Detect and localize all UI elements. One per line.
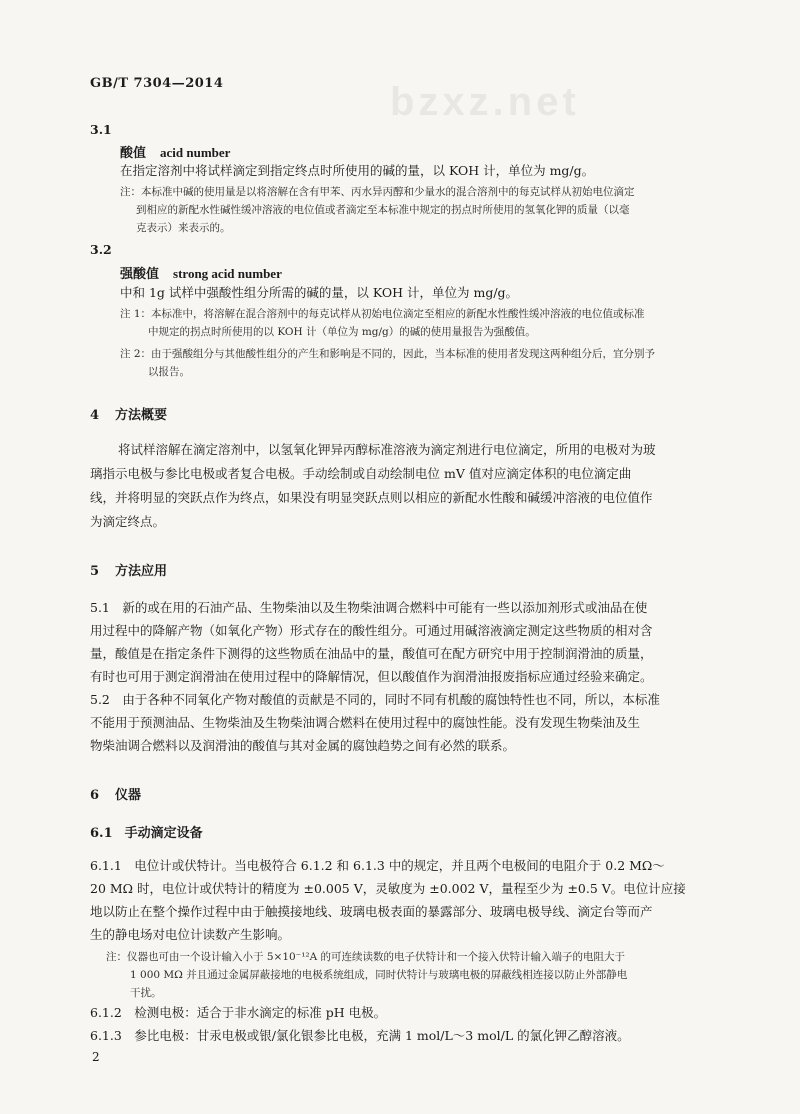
note-6-1-1-line-2: 1 000 MΩ 并且通过金属屏蔽接地的电极系统组成，同时伏特计与玻璃电极的屏蔽线相连接以防止外部静电 <box>130 969 628 981</box>
section-5-1-line-3: 量，酸值是在指定条件下测得的这些物质在油品中的量，酸值可在配方研究中用于控制润滑油的质量， <box>90 646 653 661</box>
definition-acid-number: 在指定溶剂中将试样滴定到指定终点时所使用的碱的量，以 KOH 计，单位为 mg/g。 <box>120 163 595 178</box>
section-5-1-line-2: 用过程中的降解产物（如氧化产物）形式存在的酸性组分。可通过用碱溶液滴定测定这些物质的相对含 <box>90 623 653 638</box>
section-number: 4 <box>90 408 100 423</box>
term-acid-number <box>120 142 230 161</box>
term-cn: 强酸值 <box>120 267 160 282</box>
section-5-1-line-1: 5.1 新的或在用的石油产品、生物柴油以及生物柴油调合燃料中可能有一些以添加剂形式或油品在使 <box>90 600 648 615</box>
note-3-1-line-3: 克表示）来表示的。 <box>136 222 231 234</box>
section-title: 仪器 <box>115 788 142 803</box>
subsection-6-1-heading <box>90 822 203 841</box>
clause-6-1-2: 6.1.2 检测电极：适合于非水滴定的标准 pH 电极。 <box>90 1005 387 1020</box>
section-4-para-line-4: 为滴定终点。 <box>90 514 166 529</box>
section-title: 方法应用 <box>115 564 168 579</box>
note1-3-2-line-2: 中规定的拐点时所使用的以 KOH 计（单位为 mg/g）的碱的使用量报告为强酸值。 <box>148 326 536 338</box>
clause-6-1-3: 6.1.3 参比电极：甘汞电极或银/氯化银参比电极，充满 1 mol/L～3 mol/L 的氯化钾乙醇溶液。 <box>90 1028 630 1043</box>
watermark: bzxz.net <box>390 80 580 124</box>
term-cn: 酸值 <box>120 146 147 161</box>
clause-number-3-2: 3.2 <box>90 242 112 257</box>
page-number: 2 <box>92 1050 100 1064</box>
clause-number-3-1: 3.1 <box>90 122 112 137</box>
section-title: 方法概要 <box>115 408 168 423</box>
standard-header: GB/T 7304—2014 <box>90 76 224 91</box>
term-strong-acid-number <box>120 263 282 282</box>
note2-3-2-line-2: 以报告。 <box>148 366 190 378</box>
note-3-1-line-1: 注：本标准中碱的使用量是以将溶解在含有甲苯、丙水异丙醇和少量水的混合溶剂中的每克试样从初始电位滴定 <box>120 186 635 198</box>
clause-6-1-1-line-2: 20 MΩ 时，电位计或伏特计的精度为 ±0.005 V，灵敏度为 ±0.002 V，量程至少为 ±0.5 V。电位计应接 <box>90 881 686 896</box>
section-5-1-line-4: 有时也可用于测定润滑油在使用过程中的降解情况，但以酸值作为润滑油报废指标应通过经验来确定。 <box>90 669 653 684</box>
section-4-para-line-1: 将试样溶解在滴定溶剂中，以氢氧化钾异丙醇标准溶液为滴定剂进行电位滴定，所用的电极对为玻 <box>118 442 656 457</box>
clause-6-1-1-line-1: 6.1.1 电位计或伏特计。当电极符合 6.1.2 和 6.1.3 中的规定，并且两个电极间的电阻介于 0.2 MΩ～ <box>90 858 665 873</box>
definition-strong-acid-number: 中和 1g 试样中强酸性组分所需的碱的量，以 KOH 计，单位为 mg/g。 <box>120 285 519 300</box>
section-5-2-line-2: 不能用于预测油品、生物柴油及生物柴油调合燃料在使用过程中的腐蚀性能。没有发现生物柴油及生 <box>90 715 641 730</box>
term-en: strong acid number <box>173 266 282 281</box>
subsection-number: 6.1 <box>90 826 113 841</box>
note1-3-2-line-1: 注 1：本标准中，将溶解在混合溶剂中的每克试样从初始电位滴定至相应的新配水性酸性缓冲溶液的电位值或标准 <box>120 308 645 320</box>
subsection-title: 手动滴定设备 <box>124 826 203 841</box>
note2-3-2-line-1: 注 2：由于强酸组分与其他酸性组分的产生和影响是不同的，因此，当本标准的使用者发现这两种组分后，宜分别予 <box>120 348 656 360</box>
note-3-1-line-2: 到相应的新配水性碱性缓冲溶液的电位值或者滴定至本标准中规定的拐点时所使用的氢氧化钾的质量（以毫 <box>136 204 630 216</box>
section-4-heading <box>90 404 167 423</box>
note-6-1-1-line-3: 干扰。 <box>130 987 162 999</box>
section-5-heading <box>90 560 167 579</box>
clause-6-1-1-line-3: 地以防止在整个操作过程中由于触摸接地线、玻璃电极表面的暴露部分、玻璃电极导线、滴定台等而产 <box>90 904 653 919</box>
section-5-2-line-3: 物柴油调合燃料以及润滑油的酸值与其对金属的腐蚀趋势之间有必然的联系。 <box>90 738 516 753</box>
section-number: 5 <box>90 564 100 579</box>
note-6-1-1-line-1: 注：仪器也可由一个设计输入小于 5×10⁻¹²A 的可连续读数的电子伏特计和一个接入伏特计输入端子的电阻大于 <box>106 951 626 963</box>
section-4-para-line-3: 线，并将明显的突跃点作为终点，如果没有明显突跃点则以相应的新配水性酸和碱缓冲溶液的电位值作 <box>90 490 653 505</box>
term-en: acid number <box>160 145 231 160</box>
section-6-heading <box>90 784 141 803</box>
clause-6-1-1-line-4: 生的静电场对电位计读数产生影响。 <box>90 927 291 942</box>
section-5-2-line-1: 5.2 由于各种不同氧化产物对酸值的贡献是不同的，同时不同有机酸的腐蚀特性也不同，所以，本标准 <box>90 692 660 707</box>
section-4-para-line-2: 璃指示电极与参比电极或者复合电极。手动绘制或自动绘制电位 mV 值对应滴定体积的电位滴定曲 <box>90 466 632 481</box>
section-number: 6 <box>90 788 100 803</box>
